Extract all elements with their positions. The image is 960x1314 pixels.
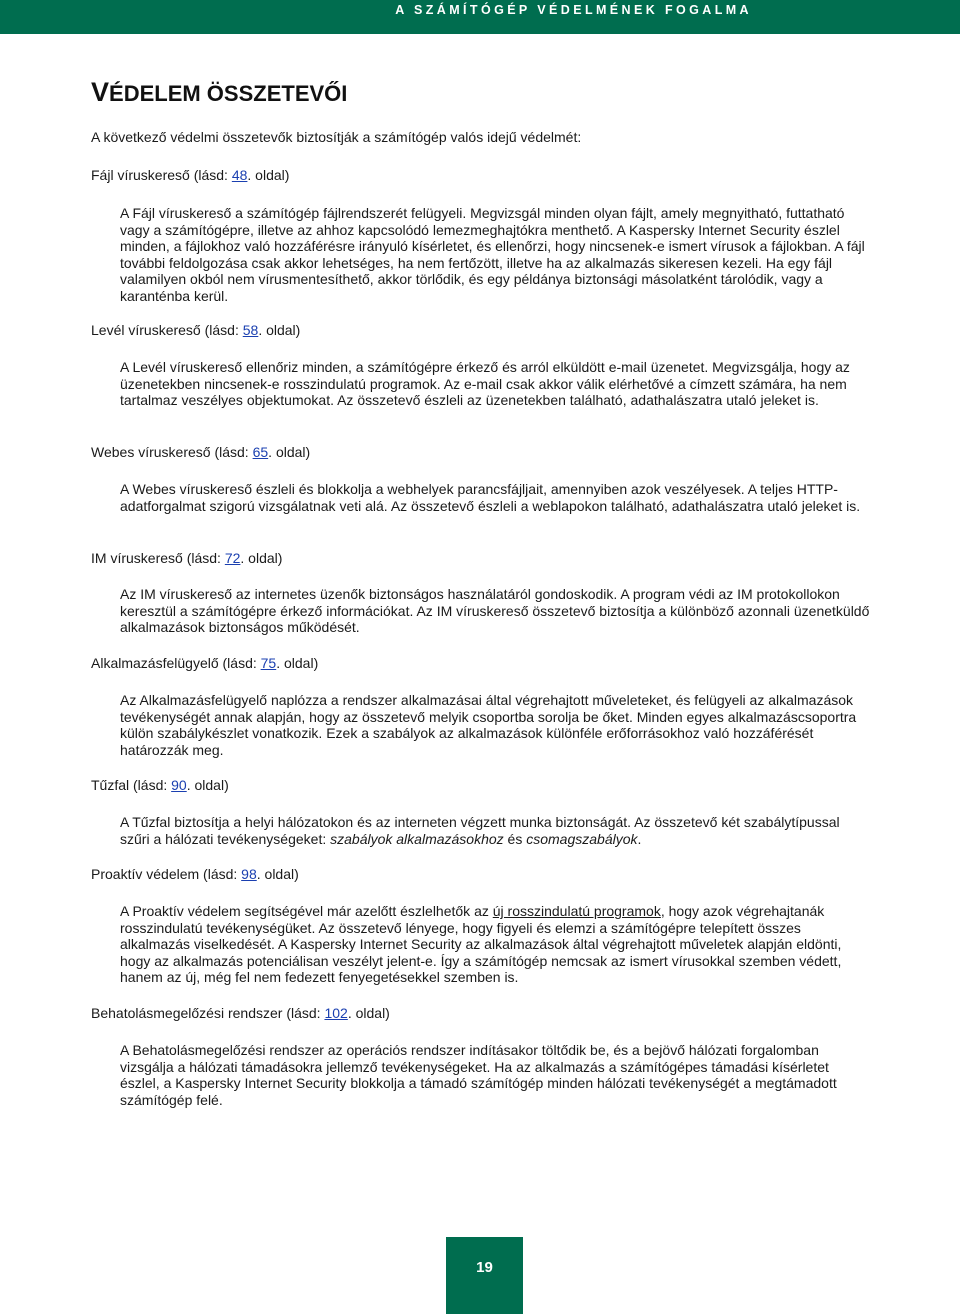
intro-text: A következő védelmi összetevők biztosítják a számítógép valós idejű védelmét: <box>91 129 582 145</box>
page-title-initial: V <box>91 77 110 107</box>
page-title <box>91 77 347 108</box>
page-link-58[interactable]: 58 <box>242 322 259 338</box>
page-number-box <box>446 1237 523 1314</box>
component-desc-intrusion-prevention: A Behatolásmegelőzési rendszer az operációs rendszer indításakor töltődik be, és a bejövő hálózati forgalomban vizsgálja a hálózati támadásokra jellemző tevékenységeket. Ha az alkalmazás a számítógépes támadási kísérletet észlel, a Kaspersky Internet Security blokkolja a támadó számítógép minden hálózati tevékenységét a megtámadott számítógép felé. <box>120 1042 837 1108</box>
component-title-web-antivirus: Webes víruskereső (lásd: 65. oldal) <box>91 444 311 460</box>
component-desc-proactive-defense: A Proaktív védelem segítségével már azelőtt észlelhetők az új rosszindulatú programok, hogy azok végrehajtanák rosszindulatú tevékenységüket. Az összetevő lényege, hogy figyeli és elemzi a számítógépre telepített összes alkalmazás viselkedését. A Kaspersky Internet Security az alkalmazások által végrehajtott műveletek alapján eldönti, hogy az alkalmazás potenciálisan veszélyt jelent-e. Így a számítógép nemcsak az ismert vírusokkal szemben védett, hanem az új, még fel nem fedezett fenyegetésekkel szemben is. <box>120 903 842 985</box>
component-title-intrusion-prevention: Behatolásmegelőzési rendszer (lásd: 102. oldal) <box>91 1005 390 1021</box>
page-link-98[interactable]: 98 <box>241 866 257 882</box>
page-number: 19 <box>476 1259 493 1276</box>
component-title-file-antivirus: Fájl víruskereső (lásd: 48. oldal) <box>91 167 290 183</box>
component-desc-web-antivirus: A Webes víruskereső észleli és blokkolja a webhelyek parancsfájljait, amennyiben azok veszélyesek. A teljes HTTP-adatforgalmat szigorú vizsgálatnak veti alá. Az összetevő észleli a weblapokon található, adathalászatra utaló jeleket is. <box>120 481 861 514</box>
component-desc-file-antivirus: A Fájl víruskereső a számítógép fájlrendszerét felügyeli. Megvizsgál minden olyan fájlt, amely megnyitható, futtatható vagy a számítógépre, illetve az ahhoz kapcsolódó lemezmeghajtókra menthető. A Kaspersky Internet Security észlel minden, a fájlokhoz való hozzáférésre irányuló kísérletet, és ellenőrzi, hogy nincsenek-e ismert vírusok a fájlokban. A fájl további feldolgozása csak akkor lehetséges, ha nem fertőzött, illetve ha az alkalmazás sikeresen kezeli. Ha egy fájl valamilyen okból nem vírusmentesíthető, akkor törlődik, és egy példánya biztonsági másolatként tárolódik, vagy a karanténba kerül. <box>120 205 865 304</box>
component-title-firewall: Tűzfal (lásd: 90. oldal) <box>91 777 229 793</box>
page-title-rest: ÉDELEM ÖSSZETEVŐI <box>109 81 348 106</box>
page-link-48[interactable]: 48 <box>231 167 248 183</box>
component-title-im-antivirus: IM víruskereső (lásd: 72. oldal) <box>91 550 283 566</box>
component-desc-im-antivirus: Az IM víruskereső az internetes üzenők biztonságos használatáról gondoskodik. A program védi az IM protokollokon keresztül a számítógépre érkező információkat. Az IM víruskereső összetevő biztosítja a különböző azonnali üzenetküldő alkalmazások biztonságos működését. <box>120 586 870 635</box>
component-title-application-control: Alkalmazásfelügyelő (lásd: 75. oldal) <box>91 655 319 671</box>
page-link-102[interactable]: 102 <box>324 1005 348 1021</box>
page-link-75[interactable]: 75 <box>260 655 277 671</box>
header-bar <box>0 0 960 34</box>
italic-term-app-rules: szabályok alkalmazásokhoz <box>330 830 504 847</box>
page-link-72[interactable]: 72 <box>224 550 241 566</box>
component-desc-application-control: Az Alkalmazásfelügyelő naplózza a rendszer alkalmazásai által végrehajtott műveleteket, és felügyeli az alkalmazások tevékenységét annak alapján, hogy az összetevő melyik csoportba sorolja be őket. Minden egyes alkalmazáscsoportra külön szabálykészlet vonatkozik. Ezek a szabályok az alkalmazások különféle erőforrásokhoz való hozzáférését határozzák meg. <box>120 692 857 758</box>
component-desc-mail-antivirus: A Levél víruskereső ellenőriz minden, a számítógépre érkező és arról elküldött e-mail üzenetet. Megvizsgálja, hogy az üzenetekben nincsenek-e rosszindulatú programok. Az e-mail csak akkor válik elérhetővé a címzett számára, ha nem tartalmaz veszélyes objektumokat. Az összetevő észleli az üzenetekben található, adathalászatra utaló jeleket is. <box>120 359 850 408</box>
component-desc-firewall: A Tűzfal biztosítja a helyi hálózatokon és az interneten végzett munka biztonságát. Az összetevő két szabálytípussal szűri a hálózati tevékenységeket: szabályok alkalmazásokhoz és csomagszabályok. <box>120 814 840 847</box>
header-title: A SZÁMÍTÓGÉP VÉDELMÉNEK FOGALMA <box>395 3 752 17</box>
component-title-proactive-defense: Proaktív védelem (lásd: 98. oldal) <box>91 866 299 882</box>
glossary-link-new-malware[interactable]: új rosszindulatú programok <box>492 903 661 919</box>
page-link-65[interactable]: 65 <box>252 444 269 460</box>
page-link-90[interactable]: 90 <box>171 777 187 793</box>
component-title-mail-antivirus: Levél víruskereső (lásd: 58. oldal) <box>91 322 301 338</box>
italic-term-packet-rules: csomagszabályok <box>526 830 638 847</box>
